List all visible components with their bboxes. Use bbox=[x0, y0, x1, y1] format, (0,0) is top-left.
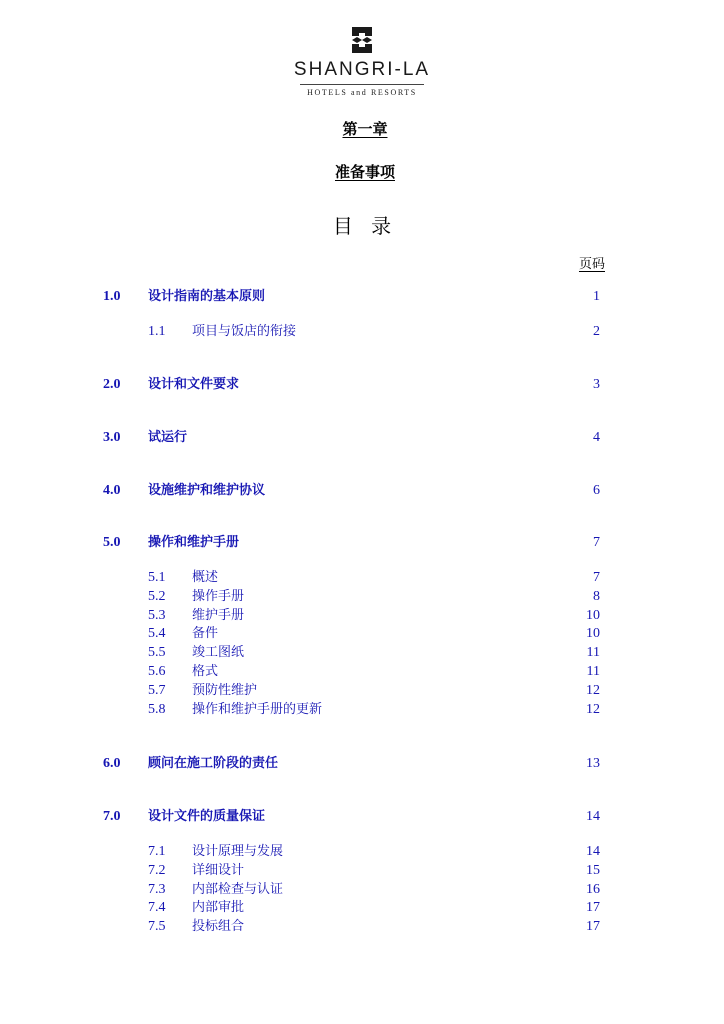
subsection-number: 5.2 bbox=[148, 588, 166, 604]
subsection-number: 5.6 bbox=[148, 664, 166, 679]
toc-section-entry[interactable] bbox=[0, 287, 724, 307]
section-number: 4.0 bbox=[103, 483, 121, 498]
page-number-header: 页码 bbox=[578, 257, 605, 272]
section-number: 2.0 bbox=[103, 377, 121, 392]
section-number: 1.0 bbox=[103, 289, 121, 304]
subsection-number: 5.4 bbox=[148, 626, 166, 642]
subsection-number: 7.5 bbox=[148, 919, 166, 935]
logo-name: SHANGRI-LA bbox=[293, 59, 431, 80]
subsection-title: 备件 bbox=[192, 626, 219, 642]
section-title: 顾问在施工阶段的责任 bbox=[148, 756, 279, 771]
subsection-page-number: 14 bbox=[586, 844, 600, 859]
subsection-title: 项目与饭店的衔接 bbox=[192, 324, 297, 339]
section-page-number: 13 bbox=[586, 756, 600, 771]
subsection-number: 7.1 bbox=[148, 844, 166, 859]
section-title: 操作和维护手册 bbox=[148, 535, 240, 550]
subsection-page-number: 11 bbox=[586, 645, 600, 661]
section-title: 试运行 bbox=[148, 430, 188, 445]
subsection-page-number: 10 bbox=[586, 607, 600, 623]
toc-subsection-entry[interactable] bbox=[0, 842, 724, 862]
subsection-number: 5.8 bbox=[148, 701, 166, 717]
section-page-number: 7 bbox=[593, 535, 600, 550]
subsection-number: 7.2 bbox=[148, 862, 166, 878]
subsection-page-number: 17 bbox=[586, 900, 600, 916]
toc-subsection-entry[interactable] bbox=[0, 624, 724, 644]
toc-section-entry[interactable] bbox=[0, 375, 724, 395]
section-number: 3.0 bbox=[103, 430, 121, 445]
section-page-number: 14 bbox=[586, 809, 600, 824]
subsection-page-number: 17 bbox=[586, 919, 600, 935]
toc-subsection-entry[interactable] bbox=[0, 606, 724, 626]
subsection-number: 5.7 bbox=[148, 682, 166, 698]
chapter-subject: 准备事项 bbox=[334, 163, 395, 181]
toc-subsection-entry[interactable] bbox=[0, 587, 724, 607]
subsection-number: 1.1 bbox=[148, 324, 166, 339]
subsection-title: 投标组合 bbox=[192, 919, 245, 935]
toc-subsection-entry[interactable] bbox=[0, 880, 724, 900]
subsection-title: 预防性维护 bbox=[192, 682, 258, 698]
subsection-number: 7.4 bbox=[148, 900, 166, 916]
section-page-number: 1 bbox=[593, 289, 600, 304]
section-number: 6.0 bbox=[103, 756, 121, 771]
section-title: 设计指南的基本原则 bbox=[148, 289, 266, 304]
subsection-page-number: 11 bbox=[586, 664, 600, 679]
subsection-title: 竣工图纸 bbox=[192, 645, 245, 661]
toc-subsection-entry[interactable] bbox=[0, 568, 724, 588]
section-title: 设计和文件要求 bbox=[148, 377, 240, 392]
logo-tagline: HOTELS and RESORTS bbox=[307, 88, 417, 97]
subsection-page-number: 2 bbox=[593, 324, 600, 339]
subsection-title: 操作手册 bbox=[192, 588, 245, 604]
subsection-title: 内部审批 bbox=[192, 900, 245, 916]
section-title: 设施维护和维护协议 bbox=[148, 483, 266, 498]
subsection-title: 设计原理与发展 bbox=[192, 844, 284, 859]
subsection-number: 5.5 bbox=[148, 645, 166, 661]
subsection-page-number: 12 bbox=[586, 701, 600, 717]
toc-subsection-entry[interactable] bbox=[0, 700, 724, 720]
subsection-title: 详细设计 bbox=[192, 862, 245, 878]
subsection-page-number: 16 bbox=[586, 881, 600, 897]
subsection-page-number: 10 bbox=[586, 626, 600, 642]
toc-section-entry[interactable] bbox=[0, 807, 724, 827]
section-number: 5.0 bbox=[103, 535, 121, 550]
section-title: 设计文件的质量保证 bbox=[148, 809, 266, 824]
subsection-number: 5.3 bbox=[148, 607, 166, 623]
subsection-title: 操作和维护手册的更新 bbox=[192, 701, 323, 717]
section-page-number: 4 bbox=[593, 430, 600, 445]
toc-section-entry[interactable] bbox=[0, 754, 724, 774]
subsection-title: 内部检查与认证 bbox=[192, 881, 284, 897]
section-number: 7.0 bbox=[103, 809, 121, 824]
toc-subsection-entry[interactable] bbox=[0, 643, 724, 663]
subsection-page-number: 8 bbox=[593, 588, 600, 604]
subsection-number: 7.3 bbox=[148, 881, 166, 897]
subsection-number: 5.1 bbox=[148, 570, 166, 585]
toc-title: 目 录 bbox=[332, 214, 398, 238]
toc-section-entry[interactable] bbox=[0, 428, 724, 448]
toc-subsection-entry[interactable] bbox=[0, 861, 724, 881]
subsection-page-number: 12 bbox=[586, 682, 600, 698]
toc-subsection-entry[interactable] bbox=[0, 662, 724, 682]
toc-subsection-entry[interactable] bbox=[0, 898, 724, 918]
toc-subsection-entry[interactable] bbox=[0, 681, 724, 701]
subsection-title: 概述 bbox=[192, 570, 219, 585]
section-page-number: 3 bbox=[593, 377, 600, 392]
section-page-number: 6 bbox=[593, 483, 600, 498]
toc-section-entry[interactable] bbox=[0, 481, 724, 501]
toc-section-entry[interactable] bbox=[0, 533, 724, 553]
chapter-heading: 第一章 bbox=[342, 120, 388, 138]
subsection-page-number: 15 bbox=[586, 862, 600, 878]
toc-subsection-entry[interactable] bbox=[0, 917, 724, 937]
subsection-title: 格式 bbox=[192, 664, 219, 679]
subsection-page-number: 7 bbox=[593, 570, 600, 585]
toc-subsection-entry[interactable] bbox=[0, 322, 724, 342]
subsection-title: 维护手册 bbox=[192, 607, 245, 623]
